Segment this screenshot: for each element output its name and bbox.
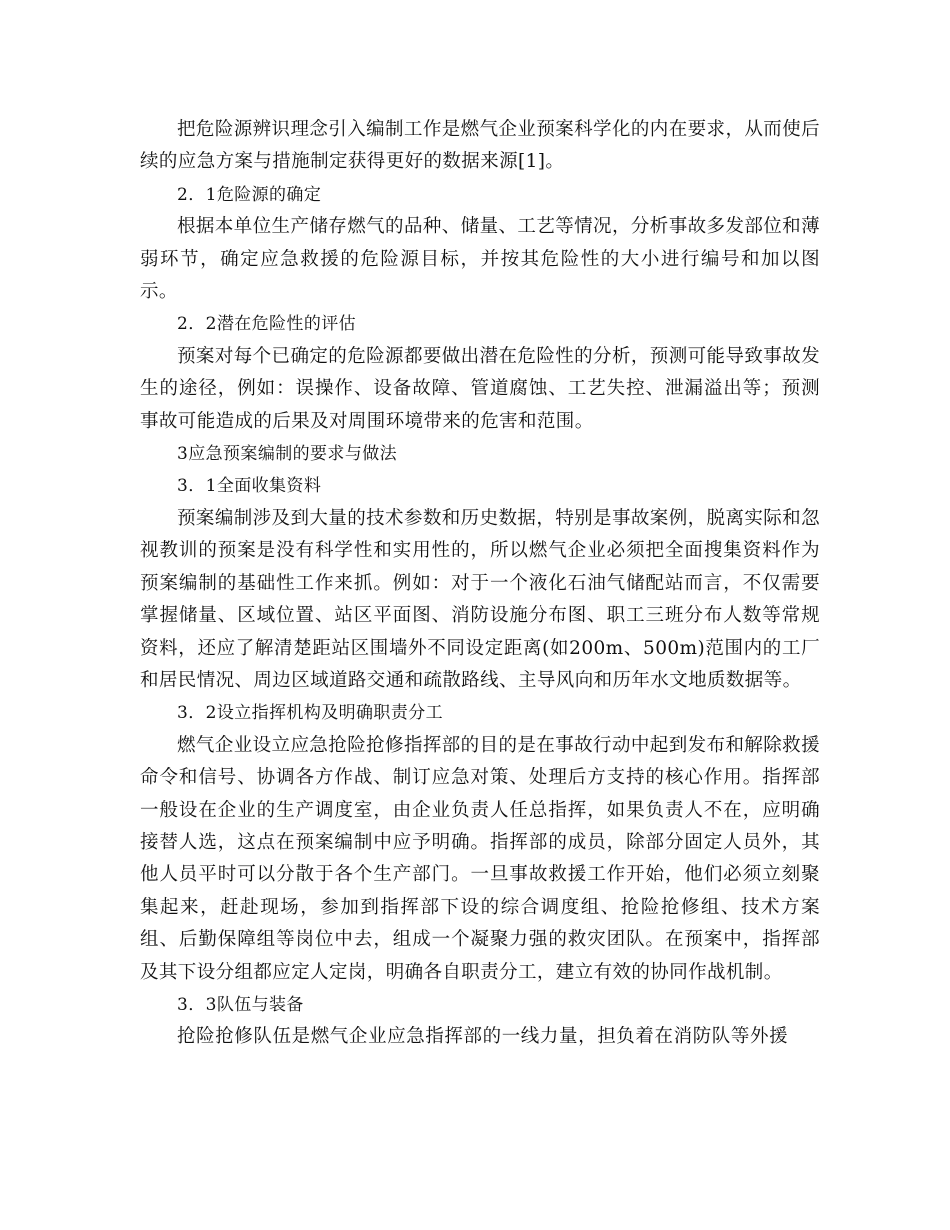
subheading-3-2: 3．2设立指挥机构及明确职责分工 bbox=[177, 703, 444, 724]
subheading-3-1: 3．1全面收集资料 bbox=[177, 476, 322, 497]
subheading-3-3: 3．3队伍与装备 bbox=[177, 994, 304, 1015]
paragraph-data-collection: 预案编制涉及到大量的技术参数和历史数据，特别是事故案例，脱离实际和忽视教训的预案是没有科学性和实用性的，所以燃气企业必须把全面搜集资料作为预案编制的基础性工作来抓。例如：对于一个液化石油气储配站而言，不仅需要掌握储量、区域位置、站区平面图、消防设施分布图、职工三班分布人数等常规资料，还应了解清楚距站区围墙外不同设定距离(如200m、500m)范围内的工厂和居民情况、周边区域道路交通和疏散路线、主导风向和历年水文地质数据等。 bbox=[140, 507, 820, 691]
paragraph-risk-assessment: 预案对每个已确定的危险源都要做出潜在危险性的分析，预测可能导致事故发生的途径，例如：误操作、设备故障、管道腐蚀、工艺失控、泄漏溢出等；预测事故可能造成的后果及对周围环境带来的危害和范围。 bbox=[140, 345, 820, 432]
document-page bbox=[140, 114, 820, 1054]
paragraph-hazard-identification: 把危险源辨识理念引入编制工作是燃气企业预案科学化的内在要求，从而使后续的应急方案与措施制定获得更好的数据来源[1]。 bbox=[140, 119, 820, 173]
section-heading-3: 3应急预案编制的要求与做法 bbox=[177, 444, 398, 465]
subheading-2-1: 2．1危险源的确定 bbox=[177, 184, 322, 205]
paragraph-hazard-determination: 根据本单位生产储存燃气的品种、储量、工艺等情况，分析事故多发部位和薄弱环节，确定应急救援的危险源目标，并按其危险性的大小进行编号和加以图示。 bbox=[140, 216, 820, 303]
paragraph-command-structure: 燃气企业设立应急抢险抢修指挥部的目的是在事故行动中起到发布和解除救援命令和信号、协调各方作战、制订应急对策、处理后方支持的核心作用。指挥部一般设在企业的生产调度室，由企业负责人任总指挥，如果负责人不在，应明确接替人选，这点在预案编制中应予明确。指挥部的成员，除部分固定人员外，其他人员平时可以分散于各个生产部门。一旦事故救援工作开始，他们必须立刻聚集起来，赶赴现场，参加到指挥部下设的综合调度组、抢险抢修组、技术方案组、后勤保障组等岗位中去，组成一个凝聚力强的救灾团队。在预案中，指挥部及其下设分组都应定人定岗，明确各自职责分工，建立有效的协同作战机制。 bbox=[140, 734, 820, 983]
subheading-2-2: 2．2潜在危险性的评估 bbox=[177, 314, 357, 335]
paragraph-teams-equipment: 抢险抢修队伍是燃气企业应急指挥部的一线力量，担负着在消防队等外援 bbox=[177, 1026, 789, 1048]
